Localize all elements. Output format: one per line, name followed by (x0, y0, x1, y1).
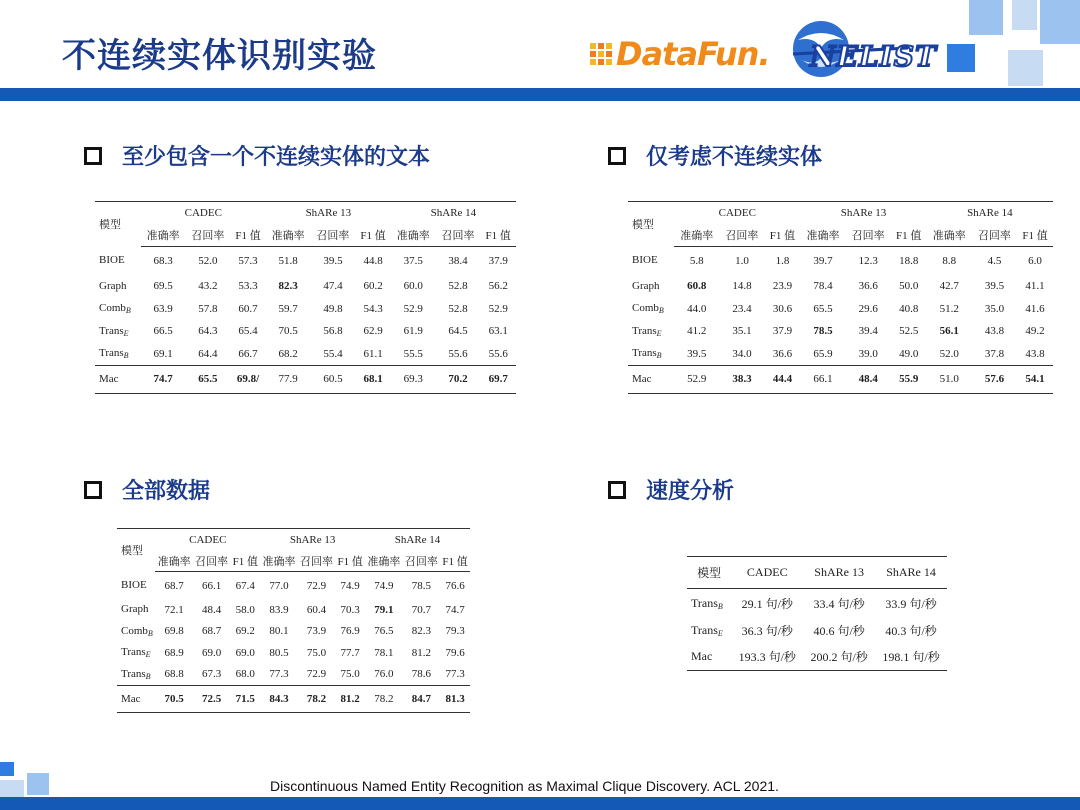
table-cell: 39.0 (858, 347, 878, 360)
row-label: Comb$_B$ (632, 302, 664, 316)
table-cell: 72.9 (306, 579, 327, 592)
results-table-discontinuous-only (628, 201, 1053, 394)
header-cell: F1 值 (335, 550, 365, 572)
table-cell: 34.0 (732, 347, 752, 360)
table-cell: 52.9 (488, 302, 508, 315)
table-cell: 23.9 (772, 280, 793, 293)
table-cell: 80.1 (269, 625, 289, 638)
table-cell: 79.1 (374, 603, 394, 616)
table-cell: 52.9 (403, 302, 423, 315)
header-cell: ShARe 14 (365, 529, 470, 551)
table-cell: 43.2 (198, 280, 218, 293)
table-cell: 40.8 (899, 302, 919, 315)
header-cell: F1 值 (480, 224, 516, 247)
table-cell: 48.4 (846, 365, 891, 394)
row-label: Trans$_B$ (632, 347, 662, 360)
datafun-logo (590, 32, 770, 76)
table-cell: 52.0 (198, 255, 218, 267)
header-cell: F1 值 (1017, 224, 1053, 247)
table-row (95, 298, 516, 321)
table-cell: 29.1 句/秒 (731, 589, 803, 619)
table-cell: 68.7 (202, 625, 222, 638)
table-row (117, 685, 470, 713)
header-cell: 模型 (628, 202, 674, 247)
table-cell: 39.5 (984, 280, 1005, 293)
table-cell: 14.8 (732, 280, 752, 293)
header-cell: 准确率 (674, 224, 719, 247)
header-cell: ShARe 13 (803, 557, 875, 589)
table-cell: 60.7 (238, 302, 258, 315)
table-cell: 35.1 (732, 325, 752, 338)
header-cell: ShARe 13 (800, 202, 926, 225)
table-cell: 39.7 (813, 255, 833, 267)
results-table-all-data (117, 528, 470, 713)
row-label: BIOE (121, 578, 147, 591)
table-cell: 70.5 (155, 685, 193, 713)
table-row: Trans$_B$ 29.1 句/秒 33.4 句/秒 33.9 句/秒 (687, 589, 947, 619)
table-cell: 44.8 (363, 255, 383, 267)
table-cell: 78.5 (411, 579, 431, 592)
header-cell: 准确率 (927, 224, 972, 247)
table-cell: 66.1 (202, 579, 222, 592)
table-cell: 68.2 (278, 347, 298, 360)
table-cell: 50.0 (899, 280, 919, 293)
table-cell: 74.9 (374, 579, 394, 592)
table-cell: 66.7 (238, 347, 258, 360)
table-cell: 56.2 (488, 280, 508, 293)
header-cell: 模型 (95, 202, 141, 247)
table-cell: 55.6 (448, 347, 468, 360)
table-cell: 68.7 (164, 579, 184, 592)
table-cell: 43.8 (984, 325, 1005, 338)
table-cell: 70.2 (436, 365, 481, 394)
header-cell: F1 值 (355, 224, 391, 247)
header-cell: F1 值 (765, 224, 801, 247)
table-cell: 41.6 (1025, 302, 1045, 315)
table-cell: 57.8 (198, 302, 218, 315)
table-cell: 60.0 (403, 280, 423, 293)
row-label: Trans$_B$ (99, 347, 129, 360)
table-row: Mac 193.3 句/秒 200.2 句/秒 198.1 句/秒 (687, 643, 947, 671)
results-table-overlapping (95, 201, 516, 394)
table-cell: 55.9 (891, 365, 927, 394)
table-cell: 77.3 (445, 668, 465, 680)
table-cell: 56.1 (939, 325, 959, 338)
header-cell: ShARe 13 (260, 529, 365, 551)
header-cell: 召回率 (436, 224, 481, 247)
table-cell: 62.9 (363, 325, 383, 338)
table-cell: 71.5 (230, 685, 260, 713)
table-cell: 57.3 (238, 255, 258, 267)
top-bar (0, 88, 1080, 101)
row-label: Comb$_B$ (99, 302, 131, 316)
table-cell: 48.4 (202, 603, 222, 616)
table-row (628, 365, 1053, 394)
header-cell: 准确率 (365, 550, 403, 572)
table-cell: 47.4 (323, 280, 343, 293)
header-cell: 准确率 (155, 550, 193, 572)
section-heading-1: 至少包含一个不连续实体的文本 (84, 140, 430, 171)
table-cell: 1.8 (775, 255, 790, 267)
checkbox-square-icon (84, 481, 102, 499)
header-cell: 召回率 (193, 550, 231, 572)
table-cell: 200.2 句/秒 (803, 643, 875, 671)
page-title: 不连续实体识别实验 (62, 36, 377, 76)
row-label: Trans$_B$ (121, 667, 151, 681)
table-cell: 66.1 (800, 365, 845, 394)
table-cell: 69.2 (235, 625, 255, 638)
table-cell: 60.5 (311, 365, 356, 394)
table-cell: 68.3 (153, 255, 173, 267)
header-cell: F1 值 (230, 224, 266, 247)
header-cell: CADEC (674, 202, 800, 225)
table-cell: 60.2 (363, 280, 383, 293)
section-heading-4: 速度分析 (608, 474, 734, 505)
table-cell: 35.0 (984, 302, 1005, 315)
table-cell: 82.3 (411, 625, 431, 638)
table-cell: 6.0 (1028, 255, 1042, 267)
table-cell: 57.6 (972, 365, 1017, 394)
header-cell: 召回率 (719, 224, 764, 247)
table-cell: 69.8/ (230, 365, 266, 394)
table-cell: 52.5 (899, 325, 919, 338)
header-cell: 准确率 (391, 224, 436, 247)
table-cell: 69.1 (153, 347, 173, 360)
table-cell: 53.3 (238, 280, 258, 293)
header-cell: 准确率 (266, 224, 311, 247)
table-cell: 5.8 (689, 255, 704, 267)
table-cell: 78.5 (813, 325, 833, 338)
table-row (95, 247, 516, 276)
deco-square (27, 773, 49, 795)
table-cell: 42.7 (939, 280, 959, 293)
table-cell: 78.1 (374, 646, 394, 659)
header-cell: F1 值 (891, 224, 927, 247)
table-cell: 37.9 (772, 325, 793, 338)
table-cell: 61.9 (403, 325, 423, 338)
table-cell: 44.0 (687, 302, 707, 315)
table-cell: 41.2 (687, 325, 707, 338)
table-cell: 67.4 (235, 579, 255, 592)
table-cell: 69.0 (202, 646, 222, 659)
table-cell: 52.8 (448, 280, 468, 293)
table-cell: 56.8 (323, 325, 343, 338)
table-cell: 70.5 (278, 325, 298, 338)
header-cell: 召回率 (311, 224, 356, 247)
table-cell: 74.9 (340, 579, 360, 592)
table-row (95, 365, 516, 394)
row-label: Trans$_E$ (121, 646, 151, 660)
row-label: BIOE (632, 254, 658, 267)
table-cell: 51.8 (278, 255, 298, 267)
table-cell: 40.3 句/秒 (885, 624, 937, 638)
row-label: Mac (117, 685, 155, 713)
header-cell: ShARe 14 (391, 202, 516, 225)
table-cell: 73.9 (306, 625, 327, 638)
table-cell: 78.2 (365, 685, 403, 713)
table-cell: 74.7 (445, 603, 465, 616)
datafun-dots-icon (590, 43, 612, 65)
row-label: Trans$_E$ (632, 324, 662, 338)
table-cell: 75.0 (340, 668, 360, 680)
deco-square (1012, 0, 1037, 30)
table-cell: 193.3 句/秒 (731, 643, 803, 671)
table-cell: 77.9 (266, 365, 311, 394)
table-cell: 76.5 (374, 625, 394, 638)
table-cell: 68.0 (235, 668, 255, 680)
table-cell: 64.3 (198, 325, 218, 338)
table-cell: 49.8 (323, 302, 343, 315)
speed-table (687, 556, 947, 671)
deco-square (0, 762, 14, 776)
table-row (117, 621, 470, 643)
table-cell: 77.3 (269, 668, 289, 680)
table-cell: 79.6 (445, 646, 465, 659)
table-cell: 33.9 句/秒 (875, 589, 947, 619)
table-row (628, 247, 1053, 276)
table-cell: 81.2 (335, 685, 365, 713)
table-cell: 81.3 (440, 685, 470, 713)
table-cell: 54.3 (363, 302, 383, 315)
table-cell: 70.7 (411, 603, 431, 616)
row-label: Graph (121, 603, 149, 616)
table-cell: 8.8 (942, 255, 957, 267)
table-cell: 64.4 (198, 347, 218, 360)
table-row: Trans$_E$ 36.3 句/秒 40.6 句/秒 40.3 句/秒 (687, 619, 947, 643)
table-row (117, 642, 470, 664)
deco-square (969, 0, 1003, 35)
table-cell: 55.4 (323, 347, 343, 360)
table-cell: 65.4 (238, 325, 258, 338)
table-cell: 68.9 (164, 646, 184, 659)
table-cell: 76.6 (445, 579, 465, 592)
table-cell: 66.5 (153, 325, 173, 338)
table-row (628, 298, 1053, 321)
table-cell: 37.9 (488, 255, 508, 267)
table-cell: 69.5 (153, 280, 173, 293)
table-cell: 39.5 (323, 255, 343, 267)
table-cell: 52.8 (448, 302, 468, 315)
table-cell: 37.5 (403, 255, 423, 267)
table-cell: 69.8 (164, 625, 184, 638)
header-cell: CADEC (155, 529, 260, 551)
table-cell: 51.0 (927, 365, 972, 394)
table-cell: 51.2 (939, 302, 959, 315)
header-cell: F1 值 (230, 550, 260, 572)
table-cell: 65.5 (186, 365, 231, 394)
row-label: Mac (95, 365, 141, 394)
table-cell: 76.0 (374, 668, 394, 680)
header-cell: 召回率 (186, 224, 231, 247)
table-cell: 59.7 (278, 302, 298, 315)
table-cell: 18.8 (899, 255, 919, 267)
table-cell: 78.4 (813, 280, 833, 293)
table-cell: 41.1 (1025, 280, 1045, 293)
table-cell: 52.9 (674, 365, 719, 394)
table-row (628, 275, 1053, 298)
table-row (95, 320, 516, 343)
table-cell: 1.0 (735, 255, 749, 267)
citation-footnote: Discontinuous Named Entity Recognition as Maximal Clique Discovery. ACL 2021. (270, 778, 779, 794)
table-cell: 81.2 (411, 646, 431, 659)
deco-square (0, 780, 24, 797)
table-cell: 77.0 (269, 579, 289, 592)
checkbox-square-icon (608, 481, 626, 499)
table-cell: 4.5 (987, 255, 1002, 267)
checkbox-square-icon (608, 147, 626, 165)
header-cell: 模型 (687, 557, 731, 589)
row-label: Graph (632, 279, 660, 292)
table-row (628, 343, 1053, 366)
table-cell: 39.4 (858, 325, 878, 338)
nelist-logo-text: NELIST (810, 40, 937, 73)
bottom-bar (0, 797, 1080, 810)
table-row (117, 599, 470, 621)
deco-square (947, 44, 975, 72)
table-cell: 84.3 (260, 685, 298, 713)
table-cell: 60.8 (687, 280, 707, 293)
header-cell: ShARe 14 (875, 557, 947, 589)
table-cell: 58.0 (235, 603, 255, 616)
table-cell: 65.5 (813, 302, 833, 315)
table-cell: 84.7 (403, 685, 441, 713)
table-cell: 30.6 (772, 302, 793, 315)
header-cell: CADEC (141, 202, 266, 225)
table-cell: 78.6 (411, 668, 431, 680)
table-cell: 36.3 句/秒 (741, 624, 793, 638)
checkbox-square-icon (84, 147, 102, 165)
table-cell: 49.2 (1025, 325, 1045, 338)
table-cell: 76.9 (340, 625, 360, 638)
table-cell: 68.1 (355, 365, 391, 394)
header-cell: F1 值 (440, 550, 470, 572)
table-cell: 38.4 (448, 255, 468, 267)
table-cell: 72.9 (306, 668, 327, 680)
table-cell: 55.5 (403, 347, 423, 360)
table-row (117, 664, 470, 686)
header-cell: ShARe 14 (927, 202, 1053, 225)
table-cell: 67.3 (202, 668, 222, 680)
table-cell: 12.3 (858, 255, 878, 267)
header-cell: 准确率 (141, 224, 186, 247)
table-row (95, 275, 516, 298)
table-cell: 39.5 (687, 347, 707, 360)
table-cell: 63.9 (153, 302, 173, 315)
table-cell: 54.1 (1017, 365, 1053, 394)
row-label: Graph (99, 279, 127, 292)
table-cell: 60.4 (306, 603, 327, 616)
table-cell: 36.6 (772, 347, 793, 360)
datafun-logo-text: DataFun. (616, 35, 770, 73)
table-cell: 55.6 (488, 347, 508, 360)
table-row (117, 572, 470, 600)
header-cell: ShARe 13 (266, 202, 391, 225)
header-cell: CADEC (731, 557, 803, 589)
header-cell: 准确率 (260, 550, 298, 572)
table-cell: 64.5 (448, 325, 468, 338)
row-label: Comb$_B$ (121, 624, 153, 638)
header-cell: 召回率 (846, 224, 891, 247)
row-label: BIOE (99, 254, 125, 267)
table-cell: 69.0 (235, 646, 255, 659)
table-cell: 80.5 (269, 646, 289, 659)
header-cell: 模型 (117, 529, 155, 572)
table-cell: 83.9 (269, 603, 289, 616)
deco-square (1008, 50, 1043, 86)
section-heading-3: 全部数据 (84, 474, 210, 505)
header-cell: 准确率 (800, 224, 845, 247)
table-cell: 72.5 (193, 685, 231, 713)
table-cell: 82.3 (278, 280, 298, 293)
table-row (628, 320, 1053, 343)
row-label: Mac (628, 365, 674, 394)
table-cell: 61.1 (363, 347, 383, 360)
deco-square (1040, 0, 1080, 44)
table-cell: 37.8 (984, 347, 1005, 360)
table-cell: 75.0 (306, 646, 327, 659)
table-cell: 49.0 (899, 347, 919, 360)
table-cell: 33.4 句/秒 (803, 589, 875, 619)
header-cell: 召回率 (298, 550, 336, 572)
table-cell: 69.3 (391, 365, 436, 394)
table-cell: 63.1 (488, 325, 508, 338)
table-cell: 23.4 (732, 302, 752, 315)
table-cell: 52.0 (939, 347, 959, 360)
table-cell: 69.7 (480, 365, 516, 394)
table-cell: 198.1 句/秒 (875, 643, 947, 671)
table-cell: 72.1 (164, 603, 184, 616)
header-cell: 召回率 (972, 224, 1017, 247)
table-cell: 65.9 (813, 347, 833, 360)
table-cell: 44.4 (765, 365, 801, 394)
row-label: Trans$_E$ (99, 324, 129, 338)
table-row (95, 343, 516, 366)
table-cell: 36.6 (858, 280, 878, 293)
table-cell: 29.6 (858, 302, 878, 315)
table-cell: 77.7 (340, 646, 360, 659)
table-cell: 78.2 (298, 685, 336, 713)
table-cell: 70.3 (340, 603, 360, 616)
table-cell: 40.6 句/秒 (813, 624, 865, 638)
nelist-logo (788, 18, 937, 80)
table-cell: 74.7 (141, 365, 186, 394)
section-heading-2: 仅考虑不连续实体 (608, 140, 822, 171)
table-cell: 43.8 (1025, 347, 1045, 360)
table-cell: 79.3 (445, 625, 465, 638)
table-cell: 68.8 (164, 668, 184, 680)
header-cell: 召回率 (403, 550, 441, 572)
table-cell: 38.3 (719, 365, 764, 394)
